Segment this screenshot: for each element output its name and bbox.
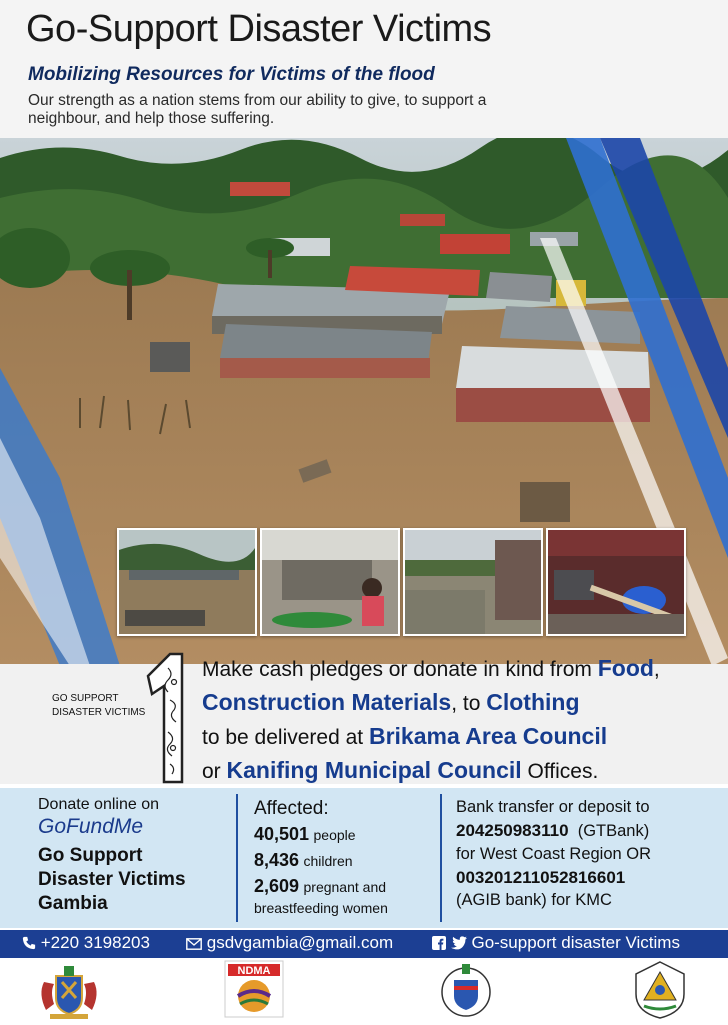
kanifing-council-highlight: Kanifing Municipal Council bbox=[226, 757, 522, 783]
agib-bank-note: (AGIB bank) for KMC bbox=[456, 891, 612, 909]
agib-account: 003201211052816601 bbox=[456, 868, 626, 887]
flood-photo-thumbnail-4 bbox=[546, 528, 686, 636]
pledge-line-2: Construction Materials, to Clothing bbox=[202, 689, 580, 715]
page-title: Go-Support Disaster Victims bbox=[26, 8, 492, 50]
municipal-council-crest-logo bbox=[438, 960, 494, 1025]
pledge-line-3: to be delivered at Brikama Area Council bbox=[202, 723, 608, 749]
facebook-icon bbox=[432, 936, 446, 950]
stat-women: 2,609 pregnant and bbox=[254, 876, 387, 896]
affected-stats-column bbox=[254, 798, 434, 916]
brikama-council-highlight: Brikama Area Council bbox=[368, 723, 608, 749]
phone-contact[interactable]: +220 3198203 bbox=[22, 933, 150, 953]
gambia-coat-of-arms-logo bbox=[36, 960, 102, 1025]
envelope-icon bbox=[186, 938, 202, 950]
pledge-line-1: Make cash pledges or donate in kind from Food, bbox=[202, 655, 660, 681]
clothing-highlight: Clothing bbox=[486, 689, 580, 715]
page-subtitle: Mobilizing Resources for Victims of the flood bbox=[28, 64, 435, 85]
column-divider bbox=[440, 794, 442, 922]
social-contact[interactable]: Go-support disaster Victims bbox=[432, 933, 680, 953]
twitter-icon bbox=[451, 936, 467, 950]
phone-icon bbox=[22, 936, 36, 950]
flood-photo-thumbnail-2 bbox=[260, 528, 400, 636]
stat-people: 40,501 people bbox=[254, 824, 356, 844]
campaign-name: Go Support Disaster Victims Gambia bbox=[38, 845, 186, 914]
gtbank-account: 204250983110 (GTBank) bbox=[456, 821, 650, 840]
intro-text: Our strength as a nation stems from our ability to give, to support a neighbour, and help those suffering. bbox=[28, 92, 487, 127]
email-contact[interactable]: gsdvgambia@gmail.com bbox=[186, 933, 393, 953]
pledge-instructions bbox=[202, 652, 722, 788]
ndma-text: NDMA bbox=[237, 965, 271, 977]
flood-photo-thumbnail-3 bbox=[403, 528, 543, 636]
pledge-line-4: or Kanifing Municipal Council Offices. bbox=[202, 757, 599, 783]
gofundme-link[interactable]: GoFundMe bbox=[38, 815, 144, 838]
bank-heading: Bank transfer or deposit to bbox=[456, 798, 650, 816]
go-support-side-label: GO SUPPORT DISASTER VICTIMS bbox=[52, 693, 146, 718]
affected-heading: Affected: bbox=[254, 798, 329, 819]
construction-materials-highlight: Construction Materials bbox=[202, 689, 452, 715]
donate-label: Donate online on bbox=[38, 796, 159, 813]
ndma-logo bbox=[224, 960, 284, 1023]
flood-photo-thumbnail-1 bbox=[117, 528, 257, 636]
partner-logos bbox=[0, 958, 728, 1024]
donate-online-column bbox=[38, 796, 238, 916]
stat-women-label: breastfeeding women bbox=[254, 900, 388, 916]
food-highlight: Food bbox=[597, 655, 654, 681]
stat-children: 8,436 children bbox=[254, 850, 353, 870]
contact-bar bbox=[0, 930, 728, 958]
bank-transfer-column bbox=[456, 796, 726, 912]
west-coast-region-note: for West Coast Region OR bbox=[456, 845, 652, 863]
council-emblem-logo bbox=[632, 960, 688, 1025]
